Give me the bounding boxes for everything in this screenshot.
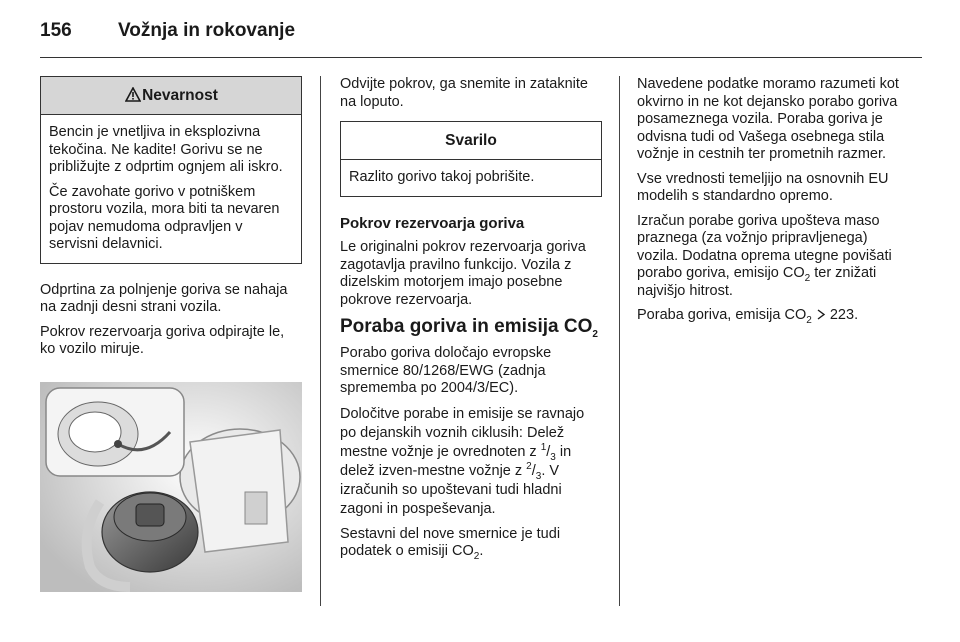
fuel-cap-heading: Pokrov rezervoarja goriva bbox=[340, 214, 525, 232]
column-divider-1 bbox=[320, 76, 321, 606]
warning-box-body bbox=[41, 115, 301, 263]
header-rule bbox=[40, 57, 922, 58]
page-header bbox=[40, 20, 295, 42]
column-1 bbox=[40, 76, 302, 597]
filler-open-text: Pokrov rezervoarja goriva odpirajte le, ko vozilo miruje. bbox=[40, 323, 285, 357]
empty-mass-text: Izračun porabe goriva upošteva maso praznega (za vožnjo pripravljenega) vozila. Dodatna oprema utegne povišati porabo goriva, emisijo $CO_2$ ter znižati najvišjo hitrost. bbox=[637, 212, 892, 299]
warning-box-header bbox=[41, 77, 301, 115]
fuel-cap-illustration bbox=[40, 382, 302, 592]
column-divider-2 bbox=[619, 76, 620, 606]
column-3 bbox=[637, 76, 905, 332]
page-reference-arrow-icon[interactable] bbox=[816, 307, 826, 323]
consumption-note-text: Navedene podatke moramo razumeti kot okvirno in ne kot dejansko porabo goriva posameznega vozila. Poraba goriva je odvisna tudi od Vašega osebnega stila vožnje in cestnih ter prometnih razmer. bbox=[637, 76, 899, 162]
caution-text: Razlito gorivo takoj pobrišite. bbox=[349, 169, 535, 185]
warning-paragraph-2: Če zavohate gorivo v potniškem prostoru vozila, mora biti ta nevaren pojav nemudoma odpravljen v servisni delavnici. bbox=[49, 183, 280, 252]
caution-box-body bbox=[341, 160, 601, 196]
eu-models-text: Vse vrednosti temeljijo na osnovnih EU modelih s standardno opremo. bbox=[637, 170, 889, 204]
consumption-reference-text: Poraba goriva, emisija $CO_2$ 223. bbox=[637, 307, 859, 326]
warning-triangle-icon bbox=[124, 79, 142, 116]
cap-removal-text: Odvijte pokrov, ga snemite in zataknite na loputo. bbox=[340, 76, 588, 110]
consumption-section-heading: Poraba goriva in emisija $CO_2$ bbox=[340, 316, 598, 340]
fuel-cap-text: Le originalni pokrov rezervoarja goriva zagotavlja pravilno funkcijo. Vozila z dizelskim motorjem imajo posebne pokrove rezervoarja. bbox=[340, 239, 586, 308]
column-2 bbox=[340, 76, 602, 568]
warning-box bbox=[40, 76, 302, 264]
page-reference[interactable]: 223. bbox=[825, 307, 859, 323]
driving-cycle-text: Določitve porabe in emisije se ravnajo po dejanskih voznih ciklusih: Delež mestne vožnje je ovrednoten z $^1/_3$ in delež izven-mestne vožnje z $^2/_3$. V izračunih so upoštevani tudi hladni zagoni in pospeševanja. bbox=[340, 405, 585, 517]
caution-box bbox=[340, 121, 602, 197]
consumption-directive-text: Porabo goriva določajo evropske smernice 80/1268/EWG (zadnja sprememba po 2004/3/EC). bbox=[340, 345, 552, 396]
page-number: 156 bbox=[40, 20, 72, 41]
warning-box-title: Nevarnost bbox=[142, 87, 218, 104]
chapter-title: Vožnja in rokovanje bbox=[118, 20, 296, 41]
warning-paragraph-1: Bencin je vnetljiva in eksplozivna tekočina. Ne kadite! Gorivu se ne približujte z odprtim ognjem ali iskro. bbox=[49, 124, 283, 175]
caution-box-title: Svarilo bbox=[341, 122, 601, 160]
filler-location-text: Odprtina za polnjenje goriva se nahaja na zadnji desni strani vozila. bbox=[40, 281, 288, 315]
co2-directive-text: Sestavni del nove smernice je tudi podatek o emisiji $CO_2$. bbox=[340, 525, 561, 562]
